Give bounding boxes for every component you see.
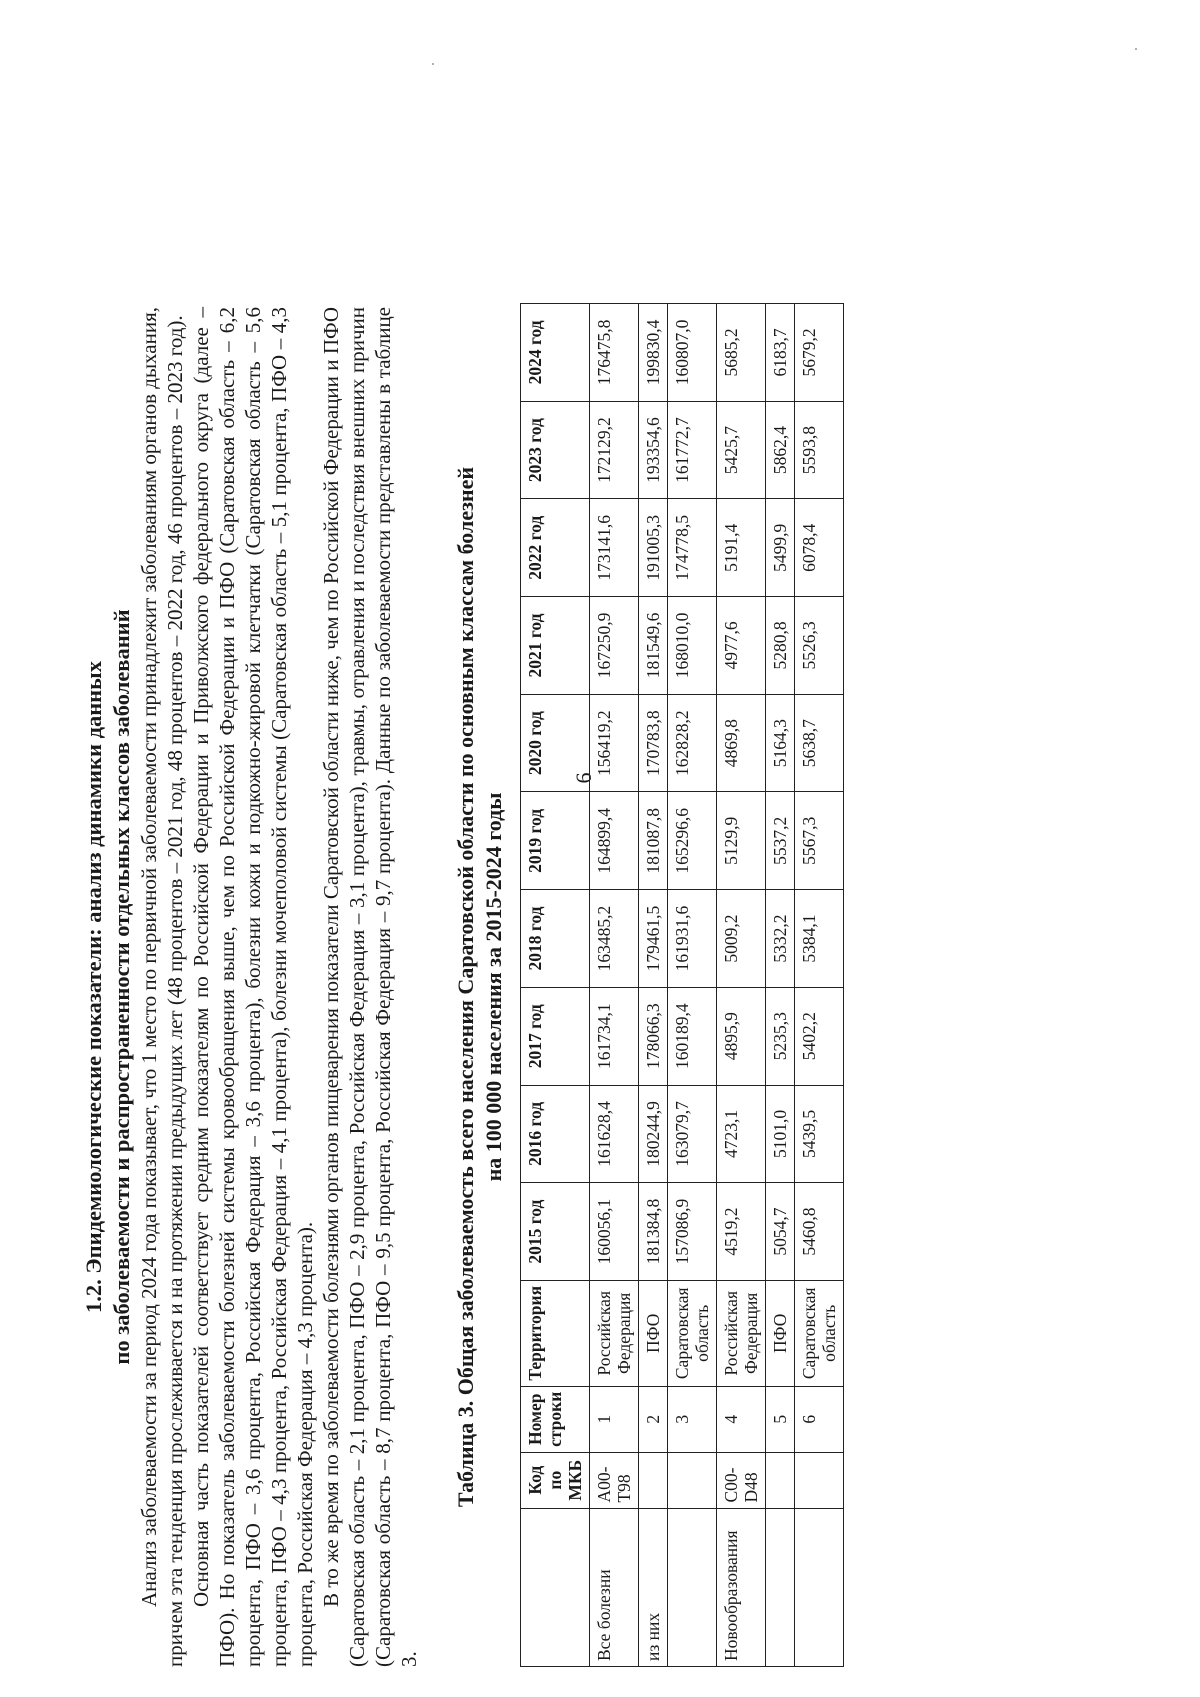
table-row [717,304,766,1667]
cell-value: 161772,7 [668,401,717,499]
header-year: 2016 год [521,1085,590,1183]
cell-value: 181549,6 [639,597,668,695]
cell-disease-class: из них [639,1508,668,1666]
table-row [639,304,668,1667]
cell-value: 161628,4 [590,1085,639,1183]
header-year: 2021 год [521,597,590,695]
cell-value: 4723,1 [717,1085,766,1183]
cell-value: 157086,9 [668,1183,717,1281]
cell-row-number: 2 [639,1386,668,1452]
table-row [795,304,844,1667]
cell-disease-class: Новообразования [717,1508,766,1666]
cell-value: 5384,1 [795,890,844,988]
header-year: 2015 год [521,1183,590,1281]
page-number: 6 [571,772,596,784]
table-caption-line2: на 100 000 населения за 2015-2024 годы [481,792,506,1182]
cell-icd-code: С00-D48 [717,1452,766,1508]
cell-disease-class: Все болезни [590,1508,639,1666]
cell-value: 5009,2 [717,890,766,988]
cell-icd-code [668,1452,717,1508]
cell-value: 5129,9 [717,792,766,890]
cell-disease-class [795,1508,844,1666]
header-year: 2023 год [521,401,590,499]
cell-value: 5054,7 [766,1183,795,1281]
header-year: 2018 год [521,890,590,988]
cell-value: 5402,2 [795,987,844,1085]
cell-value: 5638,7 [795,694,844,792]
rotated-page-content [0,167,839,1697]
cell-value: 5862,4 [766,401,795,499]
cell-value: 172129,2 [590,401,639,499]
cell-value: 174778,5 [668,499,717,597]
morbidity-table [520,303,844,1667]
cell-value: 191005,3 [639,499,668,597]
cell-value: 5685,2 [717,304,766,402]
document-body [80,307,844,1667]
cell-value: 199830,4 [639,304,668,402]
cell-value: 4519,2 [717,1183,766,1281]
cell-value: 164899,4 [590,792,639,890]
cell-value: 167250,9 [590,597,639,695]
header-year: 2019 год [521,792,590,890]
cell-value: 5191,4 [717,499,766,597]
cell-territory: ПФО [766,1280,795,1386]
cell-value: 180244,9 [639,1085,668,1183]
paragraph-3: В то же время по заболеваемости болезнями органов пищеварения показатели Саратовской области ниже, чем по Российской Федерации и ПФО (Саратовская область – 2,1 процента, ПФО – 2,9 процента, Российская Федерация – 3,1 процента), травмы, отравления и последствия внешних причин (Саратовская область – 8,7 процента, ПФО – 9,5 процента, Российская Федерация – 9,7 процента). Данные по заболеваемости представлены в таблице 3. [319,307,421,1667]
cell-value: 179461,5 [639,890,668,988]
cell-value: 181087,8 [639,792,668,890]
cell-value: 5235,3 [766,987,795,1085]
cell-value: 5679,2 [795,304,844,402]
cell-value: 5164,3 [766,694,795,792]
cell-value: 4977,6 [717,597,766,695]
cell-row-number: 6 [795,1386,844,1452]
header-year: 2022 год [521,499,590,597]
cell-value: 4869,8 [717,694,766,792]
section-title-line2: по заболеваемости и распространенности отдельных классов заболеваний [109,609,134,1365]
table-body [590,304,844,1667]
cell-icd-code [795,1452,844,1508]
cell-value: 6078,4 [795,499,844,597]
cell-value: 5567,3 [795,792,844,890]
section-title-line1: 1.2. Эпидемиологические показатели: анализ динамики данных [81,661,106,1313]
cell-value: 4895,9 [717,987,766,1085]
cell-territory: Саратовская область [795,1280,844,1386]
cell-disease-class [766,1508,795,1666]
header-year: 2020 год [521,694,590,792]
cell-value: 170783,8 [639,694,668,792]
cell-value: 5280,8 [766,597,795,695]
cell-value: 5101,0 [766,1085,795,1183]
table-caption-line1: Таблица 3. Общая заболеваемость всего населения Саратовской области по основным классам болезней [453,466,478,1508]
header-icd-code: Код по МКБ [521,1452,590,1508]
cell-territory: Российская Федерация [717,1280,766,1386]
cell-value: 5537,2 [766,792,795,890]
cell-row-number: 4 [717,1386,766,1452]
table-row [590,304,639,1667]
header-disease-class [521,1508,590,1666]
cell-icd-code: А00-Т98 [590,1452,639,1508]
cell-row-number: 5 [766,1386,795,1452]
cell-value: 162828,2 [668,694,717,792]
paragraph-2: Основная часть показателей соответствует средним показателям по Российской Федерации и Приволжского федерального округа (далее – ПФО). Но показатель заболеваемости болезней системы кровообращения выше, чем по Российской Федерации и ПФО (Саратовская область – 6,2 процента, ПФО – 3,6 процента, Российская Федерация – 3,6 процента), болезни кожи и подкожно-жировой клетчатки (Саратовская область – 5,6 процента, ПФО – 4,3 процента, Российская Федерация – 4,1 процента), болезни мочеполовой системы (Саратовская область – 5,1 процента, ПФО – 4,3 процента, Российская Федерация – 4,3 процента). [189,307,317,1667]
cell-value: 5439,5 [795,1085,844,1183]
cell-value: 5460,8 [795,1183,844,1281]
header-year: 2024 год [521,304,590,402]
cell-icd-code [766,1452,795,1508]
table-row [668,304,717,1667]
cell-value: 178066,3 [639,987,668,1085]
cell-value: 160807,0 [668,304,717,402]
cell-value: 161931,6 [668,890,717,988]
cell-territory: Саратовская область [668,1280,717,1386]
table-header-row [521,304,590,1667]
cell-row-number: 1 [590,1386,639,1452]
header-territory: Территория [521,1280,590,1386]
cell-value: 163485,2 [590,890,639,988]
cell-value: 181384,8 [639,1183,668,1281]
cell-value: 163079,7 [668,1085,717,1183]
cell-value: 160189,4 [668,987,717,1085]
cell-value: 168010,0 [668,597,717,695]
cell-value: 165296,6 [668,792,717,890]
cell-value: 5499,9 [766,499,795,597]
table-caption [452,307,508,1667]
cell-value: 173141,6 [590,499,639,597]
cell-icd-code [639,1452,668,1508]
cell-disease-class [668,1508,717,1666]
paragraph-1: Анализ заболеваемости за период 2024 года показывает, что 1 место по первичной заболеваемости принадлежит заболеваниям органов дыхания, причем эта тенденция прослеживается и на протяжении предыдущих лет (48 процентов – 2021 год, 48 процентов – 2022 год, 46 процентов – 2023 год). [137,307,187,1667]
cell-value: 6183,7 [766,304,795,402]
cell-value: 5593,8 [795,401,844,499]
cell-value: 5425,7 [717,401,766,499]
cell-value: 176475,8 [590,304,639,402]
cell-value: 5332,2 [766,890,795,988]
cell-value: 193354,6 [639,401,668,499]
cell-value: 156419,2 [590,694,639,792]
cell-territory: ПФО [639,1280,668,1386]
table-row [766,304,795,1667]
cell-value: 160056,1 [590,1183,639,1281]
cell-value: 5526,3 [795,597,844,695]
cell-territory: Российская Федерация [590,1280,639,1386]
header-year: 2017 год [521,987,590,1085]
cell-value: 161734,1 [590,987,639,1085]
scan-speck [1135,48,1137,50]
scan-speck [432,63,434,65]
header-row-number: Номер строки [521,1386,590,1452]
cell-row-number: 3 [668,1386,717,1452]
